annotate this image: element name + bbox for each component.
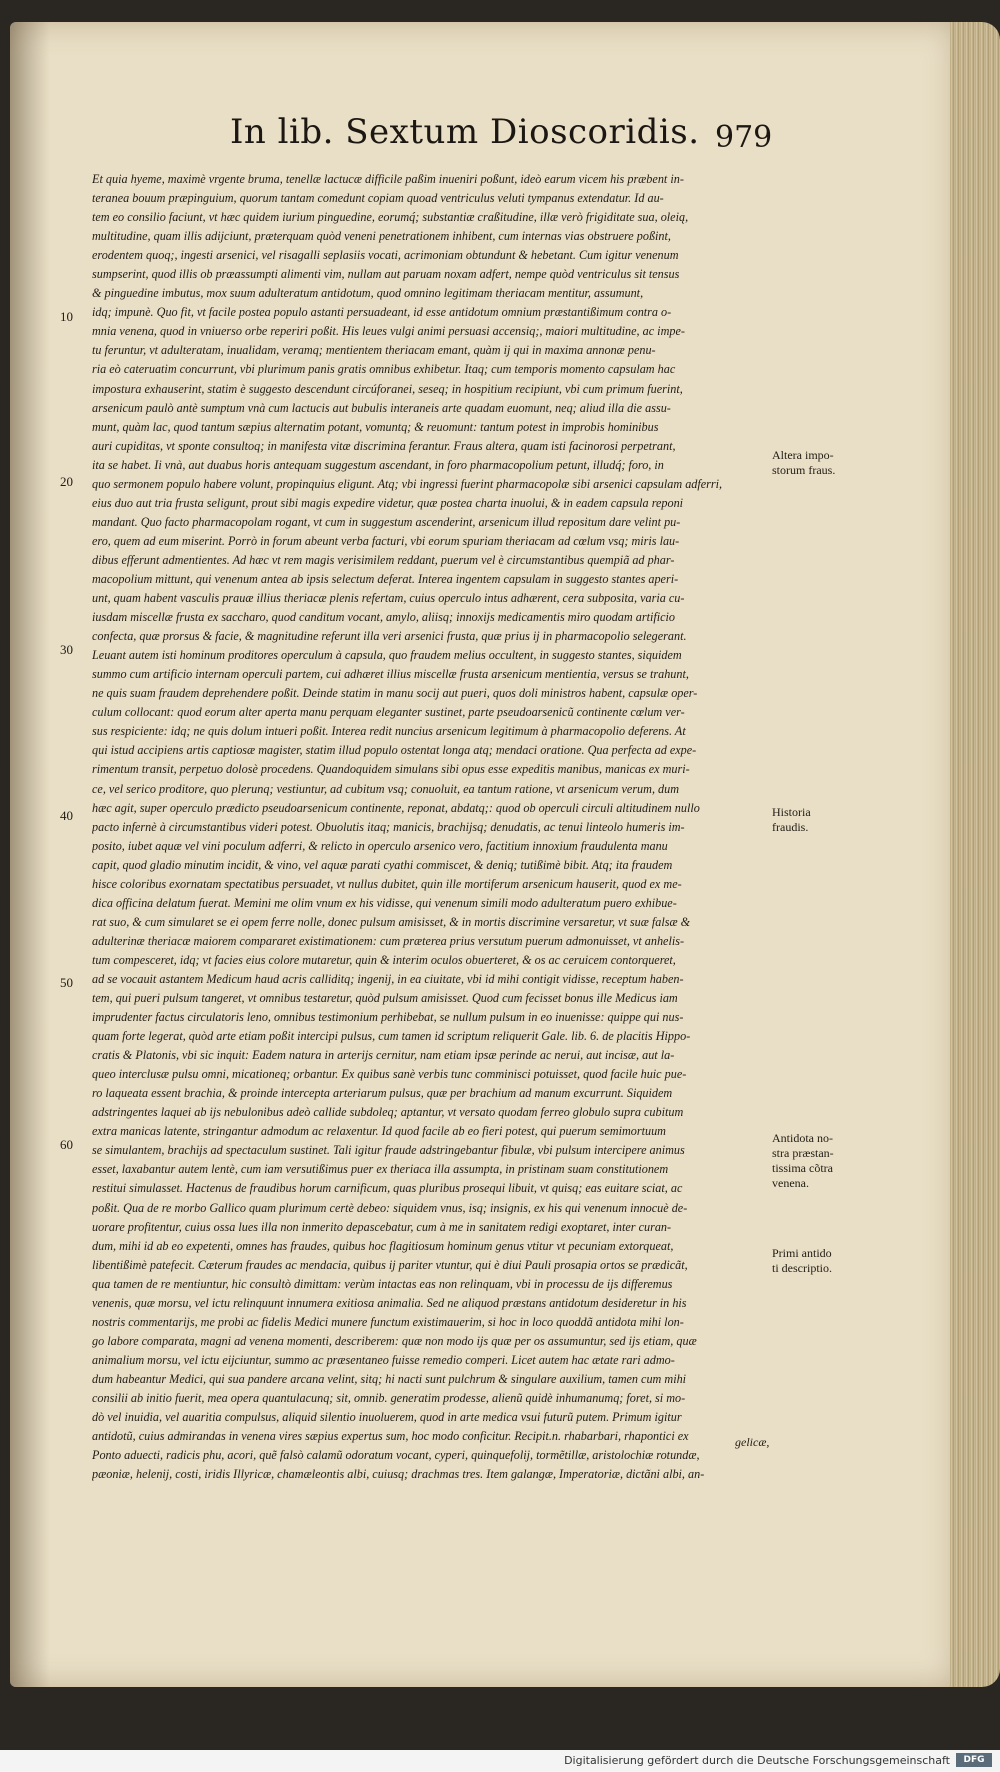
text-line: macopolium mittunt, qui venenum antea ab ipsis selectum deferat. Interea ingentem capsulam in suggesto stantes aperi-: [92, 571, 679, 586]
text-line: venenis, quæ morsu, vel ictu relinquunt innumera exitiosa animalia. Sed ne aliquod præstans antidotum desideretur in his: [92, 1295, 687, 1310]
line-number: 40: [60, 808, 73, 823]
text-line: cratis & Platonis, vbi sic inquit: Eadem natura in arterijs cernitur, nam etiam ipsæ perinde ac nerui, aut incisæ, aut la-: [92, 1048, 675, 1063]
digitization-credit: Digitalisierung gefördert durch die Deutsche Forschungsgemeinschaft: [564, 1754, 950, 1767]
text-line: tu feruntur, vt adulteratam, inualidam, veramq; mentientem theriacam emant, quàm ij qui in maxima annonæ penu-: [92, 343, 656, 358]
text-line: summo cum artificio internam operculi partem, cui adhæret illius miscellæ frusta arsenicum mentientia, versus se trahunt,: [92, 667, 689, 682]
text-line: tum compesceret, idq; vt facies eius colore mutaretur, quin & interim oculos obuerteret, & os ac ceruicem contorqueret,: [92, 952, 676, 967]
text-line: adulterinæ theriacæ maiorem compararet existimationem: cum præterea prius versutum puerum admonuisset, vt anhelis-: [92, 933, 685, 948]
line-number: 60: [60, 1137, 73, 1152]
text-line: erodentem quoq;, ingesti arsenici, vel risagalli seplasiis vocati, acrimoniam obtundunt & hebetant. Cum igitur venenum: [92, 248, 679, 263]
text-line: dibus efferunt admentientes. Ad hæc vt rem magis verisimilem reddant, puerum vel è circumstantibus quempiã ad phar-: [92, 552, 675, 567]
text-line: iusdam miscellæ frusta ex saccharo, quod canditum vocant, amylo, aliisq; innoxijs medicamentis miro quodam artificio: [92, 610, 676, 625]
text-line: ero, quem ad eum miserint. Porrò in forum abeunt verba facturi, vbi eorum spuriam theriacam ad cœlum vsq; miris lau-: [92, 533, 680, 548]
text-line: dò vel inuidia, vel auaritia compulsus, aliquid silentio inuoluerem, quod in arte medica vsui futurũ putem. Primum igitur: [92, 1410, 682, 1425]
text-line: quam forte legerat, quòd arte etiam poßit intercipi pulsus, cum tamen id scriptum reliquerit Gale. lib. 6. de placitis Hippo-: [92, 1029, 691, 1044]
text-line: rat suo, & cum simularet se ei opem ferre nolle, donec pulsum amisisset, & in mortis discrimine versaretur, vt suæ falsæ &: [92, 914, 691, 929]
text-line: idq; impunè. Quo fit, vt facile postea populo astanti persuadeant, id esse antidotum omnium præstantißimum contra o-: [92, 305, 672, 320]
marginal-note: Antidota no- stra præstan- tissima cõtra venena.: [772, 1131, 834, 1190]
text-line: imprudenter factus circulatoris leno, omnibus testimonium perhibebat, se nullum pulsum in eo inuenisse: quippe qui nus-: [92, 1010, 684, 1025]
text-line: teranea bouum præpinguium, quorum tantam comedunt copiam quoad ventriculus veluti tympanus extendatur. Id au-: [92, 191, 664, 206]
text-line: pæoniæ, helenij, costi, iridis Illyricæ, chamæleontis albi, cuiusq; drachmas tres. Item galangæ, Imperatoriæ, dictãni albi, an-: [92, 1467, 705, 1482]
text-line: quo sermonem populo habere volunt, propinquius eligunt. Atq; vbi ingressi fuerint pharmacopolæ sibi arsenici capsulam adferri,: [92, 476, 723, 491]
text-line: Leuant autem isti hominum proditores operculum à capsula, quo fraudem melius occultent, in suggesto stantes, siquidem: [92, 648, 682, 663]
text-line: posito, iubet aquæ vel vini poculum adferri, & relicto in operculo arsenico vero, factitium innoxium fraudulenta manu: [92, 838, 668, 853]
text-line: culum collocant: quod eorum alter aperta manu perquam eleganter sustinet, parte pseudoarsenicũ continente cœlum ver-: [92, 705, 685, 720]
text-line: eius duo aut tria frusta seligunt, prout sibi magis expedire videtur, quæ postea charta inuolui, & in eadem capsula reponi: [92, 495, 684, 510]
text-line: mnia venena, quod in vniuerso orbe reperiri poßit. His leues vulgi animi persuasi accensiq;, maiori multitudine, ac impe-: [92, 324, 685, 339]
text-line: & pinguedine imbutus, mox suum adulteratum antidotum, quod omnino legitimam theriacam mentitur, assumunt,: [92, 286, 644, 301]
text-line: libentißimè patefecit. Cæterum fraudes ac mendacia, quibus ij pariter vtuntur, qui è diui Pauli prosapia ortos se prædicãt,: [92, 1257, 688, 1272]
text-line: capit, quod gladio minutim incidit, & vino, vel aquæ parati cyathi commiscet, & deniq; tutißimè bibit. Atq; ita fraudem: [92, 857, 673, 872]
text-line: dica officina delatum fuerat. Memini me olim vnum ex his vidisse, qui venenum simili modo adulteratum puero exhibue-: [92, 895, 677, 910]
text-line: tem eo consilio faciunt, vt hæc quidem iurium pinguedine, eorumq́; substantiæ craßitudine, illæ verò frigiditate sua, oleią,: [92, 210, 689, 225]
line-number: 20: [60, 474, 73, 489]
text-line: rimentum transit, perpetuo dolosè procedens. Quandoquidem simulans sibi opus esse expeditis manibus, manicas ex muri-: [92, 762, 690, 777]
text-line: hæc agit, super operculo prædicto pseudoarsenicum continente, reponat, abdatq;: quod ob operculi circuli altitudinem nullo: [92, 800, 700, 815]
text-line: ita se habet. Ii vnà, aut duabus horis antequam suggestum ascendant, in foro pharmacopolium petunt, illudq́; foro, in: [92, 457, 664, 472]
text-line: qua tamen de re mentiuntur, hic consultò dimittam: verùm intactas eas non relinquam, vbi in processu de ijs differemus: [92, 1276, 673, 1291]
text-line: arsenicum paulò antè sumptum vnà cum lactucis aut bubulis interaneis arte quadam euomunt, neq; aliud illa die assu-: [92, 400, 671, 415]
text-line: qui istud accipiens artis captiosæ magister, statim illud populo ostentat longa atq; mendaci oratione. Qua perfecta ad expe-: [92, 743, 697, 758]
text-line: antidotũ, cuius admirandas in venena vires sæpius expertus sum, hoc modo conficitur. Recipit.n. rhabarbari, rhapontici ex: [92, 1429, 689, 1444]
catchword: gelicæ,: [735, 1435, 770, 1449]
text-line: hisce coloribus exornatam spectatibus persuadet, vt nullus dubitet, quin ille mortiferum arsenicum hauserit, quod ex me-: [92, 876, 682, 891]
text-line: mandant. Quo facto pharmacopolam rogant, vt cum in suggestum ascenderint, arsenicum illud repositum dare velint pu-: [92, 514, 681, 529]
page-edges: [950, 22, 1000, 1687]
dfg-logo: DFG: [956, 1753, 992, 1767]
text-line: consilii ab initio fuerit, mea opera quantulacunq; sit, omnib. generatim prodesse, alienũ quidè inhumanumq; foret, si mo-: [92, 1391, 686, 1405]
text-line: poßit. Qua de re morbo Gallico quam plurimum certè debeo: siquidem vnus, isq; insignis, ex his qui venenum innocuè de-: [92, 1200, 688, 1215]
text-line: Ponto aduecti, radicis phu, acori, quẽ falsò calamũ odoratum vocant, cyperi, quinquefolij, tormẽtillæ, aristolochiæ rotundæ,: [92, 1448, 700, 1463]
text-line: confecta, quæ prorsus & facie, & magnitudine referunt illa veri arsenici frusta, quæ prius ij in pharmacopolio selegerant.: [92, 629, 687, 644]
text-line: queo interclusæ pulsu omni, micationeq; orbantur. Ex quibus sanè verbis tunc comminisci potuisset, quod facile huic pue-: [92, 1067, 687, 1082]
text-line: restitui simulasset. Hactenus de fraudibus horum carnificum, quas pluribus prosequi libuit, vt quisq; eas euitare sciat, ac: [92, 1181, 683, 1196]
text-line: extra manicas latente, stringantur admodum ac relaxentur. Id quod facile ab eo fieri potest, qui puerum semimortuum: [92, 1124, 666, 1139]
text-line: multitudine, quam illis adijciunt, præterquam quòd veneni penetrationem inhibent, cum internas vias obstruere poßint,: [92, 229, 671, 244]
text-line: pacto infernè à circumstantibus videri potest. Obuolutis itaq; manicis, brachijsq; denudatis, ac tenui linteolo humeris im-: [92, 819, 685, 834]
text-line: ria eò cateruatim concurrunt, vbi plurimum panis gratis omnibus exhibetur. Itaq; cum temporis momento capsulam hac: [92, 362, 676, 377]
line-number: 30: [60, 642, 73, 657]
marginal-note: Altera impo- storum fraus.: [772, 448, 836, 477]
line-number: 50: [60, 975, 73, 990]
binding-gutter: [10, 22, 50, 1687]
text-line: munt, quàm lac, quod tantum sæpius alternatim potant, vomuntq; & reuomunt: tantum potest in improbis hominibus: [92, 419, 659, 434]
marginal-note: Historia fraudis.: [772, 805, 811, 834]
text-line: dum habeantur Medici, qui sua pandere arcana velint, sitq; hi nacti sunt pulchrum & singulare auxilium, tamen cum mihi: [92, 1371, 687, 1386]
text-line: sus respiciente: idq; ne quis dolum intueri poßit. Interea redit nuncius arsenicum legitimum à pharmacopolio deferens. At: [92, 724, 686, 739]
text-line: esset, laxabantur autem lentè, cum iam versutißimus puer ex theriaca illa assumpta, in pristinam suam constitutionem: [92, 1162, 669, 1177]
text-line: nostris commentarijs, me probi ac fidelis Medici munere functum existimauerim, si hoc in loco quoddã antidota mihi lon-: [92, 1314, 684, 1329]
text-line: auri cupiditas, vt sponte consultoq; in manifesta vitæ discrimina ferantur. Fraus altera, quam isti facinorosi perpetrant,: [92, 438, 676, 453]
marginal-note: Primi antido ti descriptio.: [772, 1246, 832, 1275]
text-line: sumpserint, quod illis ob præassumpti alimenti vim, nullam aut paruam noxam adfert, nempe quòd ventriculus sit tensus: [92, 267, 680, 282]
text-line: impostura exhauserint, statim è suggesto descendunt circúforanei, seseq; in hospitium recipiunt, vbi cum primum fuerint,: [92, 381, 683, 396]
text-line: ad se vocauit astantem Medicum haud acris calliditq; ingenij, in ea ciuitate, vbi id mihi contigit vidisse, receptum haben-: [92, 971, 684, 986]
text-line: Et quia hyeme, maximè vrgente bruma, tenellæ lactucæ difficile paßim inueniri poßunt, ideò earum vicem his præbent in-: [92, 172, 684, 186]
text-line: tem, qui pueri pulsum tangeret, vt omnibus testaretur, quòd pulsum amisisset. Quod cum fecisset bonus ille Medicus iam: [92, 991, 678, 1006]
text-line: dum, mihi id ab eo expetenti, omnes has fraudes, quibus hoc flagitiosum hominum genus vtitur vt pecuniam extorqueat,: [92, 1238, 674, 1253]
text-line: ne quis suam fraudem deprehendere poßit. Deinde statim in manu socij aut pueri, quos doli ministros habent, capsulæ oper-: [92, 686, 698, 701]
text-line: uorare profitentur, cuius ossa lues illa non inmerito depascebatur, cum à me in sanitatem redigi exoptaret, inter curan-: [92, 1219, 672, 1234]
line-number: 10: [60, 309, 73, 324]
text-line: go labore comparata, magni ad venena momenti, describerem: quæ non modo ijs quæ per os assumuntur, sed ijs etiam, quæ: [92, 1333, 697, 1348]
running-head: In lib. Sextum Dioscoridis.: [230, 112, 700, 152]
text-line: unt, quam habent vasculis prauæ illius theriacæ plenis refertam, cuius operculo intus adhærent, cera subposita, varia cu-: [92, 591, 685, 606]
text-line: animalium morsu, vel ictu eijciuntur, summo ac præsentaneo fuisse remedio comperi. Licet autem hac ætate rari admo-: [92, 1352, 675, 1367]
text-line: ce, vel serico proditore, quo plerunq; vestiuntur, ad cubitum vsq; conuoluit, ea tantum ratione, vt arsenicum verum, dum: [92, 781, 680, 796]
text-line: adstringentes laquei ab ijs nebulonibus adeò callide subdoleq; aptantur, vt versato quodam ferreo globulo supra cubitum: [92, 1105, 684, 1120]
text-line: ro laqueata essent brachia, & proinde intercepta arteriarum pulsus, quæ per brachium ad manum excurrunt. Siquidem: [92, 1086, 673, 1101]
main-text-block: [92, 170, 770, 1484]
text-line: se simulantem, brachijs ad spectaculum sustinet. Tali igitur fraude adstringebantur fibulæ, vbi pulsum intercipere animus: [92, 1143, 685, 1158]
page-number: 979: [715, 120, 773, 155]
